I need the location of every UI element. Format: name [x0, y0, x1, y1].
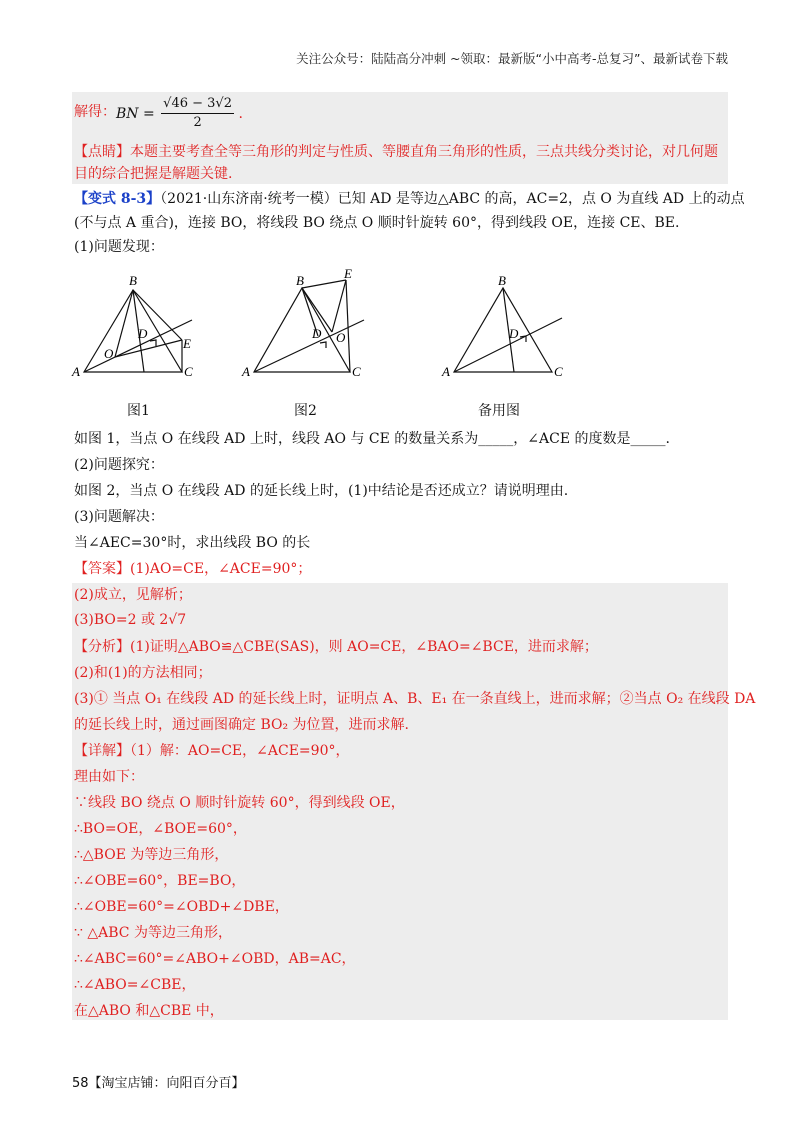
detail-line-8: ∵ △ABC 为等边三角形， — [74, 925, 232, 941]
answer-line-1: 【答案】(1)AO=CE，∠ACE=90°； — [74, 561, 312, 577]
question-2-heading: (2)问题探究： — [74, 457, 164, 473]
detail-line-2: 理由如下： — [74, 769, 144, 785]
question-3-text: 当∠AEC=30°时，求出线段 BO 的长 — [74, 535, 311, 551]
answer-line-3: (3)BO=2 或 2√7 — [74, 612, 187, 628]
fig3-label-b: B — [498, 273, 506, 288]
problem-line-2: (不与点 A 重合)，连接 BO，将线段 BO 绕点 O 顺时针旋转 60°，得到线段 OE，连接 CE、BE. — [74, 215, 680, 231]
figure-1 — [70, 268, 210, 388]
figure-spare-caption: 备用图 — [478, 403, 520, 419]
fig2-label-o: O — [336, 330, 346, 345]
analysis-line-1: 【分析】(1)证明△ABO≌△CBE(SAS)，则 AO=CE，∠BAO=∠BCE，进而求解； — [74, 639, 598, 655]
question-2-text: 如图 2，当点 O 在线段 AD 的延长线上时，(1)中结论是否还成立？请说明理由. — [74, 483, 569, 499]
fraction-numerator: √46 − 3√2 — [161, 95, 234, 114]
analysis-line-3: (3)① 当点 O₁ 在线段 AD 的延长线上时，证明点 A、B、E₁ 在一条直线上，进而求解；②当点 O₂ 在线段 DA — [74, 691, 756, 707]
fig3-label-c: C — [554, 364, 563, 379]
fig2-label-a: A — [242, 364, 250, 379]
fig2-label-b: B — [296, 273, 304, 288]
detail-line-10: ∴∠ABO=∠CBE， — [74, 977, 196, 993]
detail-line-1: 【详解】（1）解：AO=CE，∠ACE=90°， — [74, 743, 350, 759]
detail-line-4: ∴BO=OE，∠BOE=60°， — [74, 821, 247, 837]
detail-line-7: ∴∠OBE=60°=∠OBD+∠DBE， — [74, 899, 289, 915]
problem-line-3: (1)问题发现： — [74, 239, 164, 255]
question-1-text: 如图 1，当点 O 在线段 AD 上时，线段 AO 与 CE 的数量关系为_____，∠ACE 的度数是_____. — [74, 431, 670, 447]
fig1-label-c: C — [184, 364, 193, 379]
figure-2-caption: 图2 — [294, 403, 317, 419]
answer-line-2: (2)成立，见解析； — [74, 587, 192, 603]
fig1-label-a: A — [72, 364, 80, 379]
figure-spare — [440, 268, 580, 388]
variant-tag: 【变式 8-3】 — [74, 191, 161, 207]
dianjing-line-1: 【点睛】本题主要考查全等三角形的判定与性质、等腰直角三角形的性质，三点共线分类讨论，对几何题 — [74, 144, 718, 160]
dianjing-line-2: 目的综合把握是解题关键. — [74, 166, 233, 182]
detail-line-5: ∴△BOE 为等边三角形， — [74, 847, 229, 863]
detail-line-6: ∴∠OBE=60°，BE=BO， — [74, 873, 246, 889]
detail-line-9: ∴∠ABC=60°=∠ABO+∠OBD，AB=AC， — [74, 951, 356, 967]
figure-2 — [238, 268, 378, 388]
page-header: 关注公众号：陆陆高分冲刺 ~领取：最新版“小中高考-总复习”、最新试卷下载 — [296, 51, 728, 66]
fig1-label-e: E — [183, 336, 191, 351]
analysis-line-2: (2)和(1)的方法相同； — [74, 665, 212, 681]
fig2-label-e: E — [344, 268, 352, 281]
detail-line-11: 在△ABO 和△CBE 中， — [74, 1003, 224, 1019]
analysis-line-4: 的延长线上时，通过画图确定 BO₂ 为位置，进而求解. — [74, 717, 409, 733]
fig2-label-c: C — [352, 364, 361, 379]
question-3-heading: (3)问题解决： — [74, 509, 164, 525]
problem-line-1: 【变式 8-3】（2021·山东济南·统考一模）已知 AD 是等边△ABC 的高，AC=2，点 O 为直线 AD 上的动点 — [74, 191, 745, 207]
solution-result: 解得： — [74, 104, 116, 120]
fig1-label-d: D — [138, 326, 148, 341]
fig1-label-b: B — [129, 273, 137, 288]
fraction-denominator: 2 — [193, 115, 202, 130]
fraction-expression: BN = $\frac{√46 - 3√2}{2}$ . — [116, 96, 243, 130]
fig2-label-d: D — [312, 326, 322, 341]
page-footer: 58【淘宝店铺：向阳百分百】 — [72, 1076, 245, 1091]
fig1-label-o: O — [104, 346, 114, 361]
fig3-label-a: A — [442, 364, 450, 379]
fig3-label-d: D — [509, 326, 519, 341]
figure-1-caption: 图1 — [127, 403, 150, 419]
detail-line-3: ∵线段 BO 绕点 O 顺时针旋转 60°，得到线段 OE， — [74, 795, 405, 811]
